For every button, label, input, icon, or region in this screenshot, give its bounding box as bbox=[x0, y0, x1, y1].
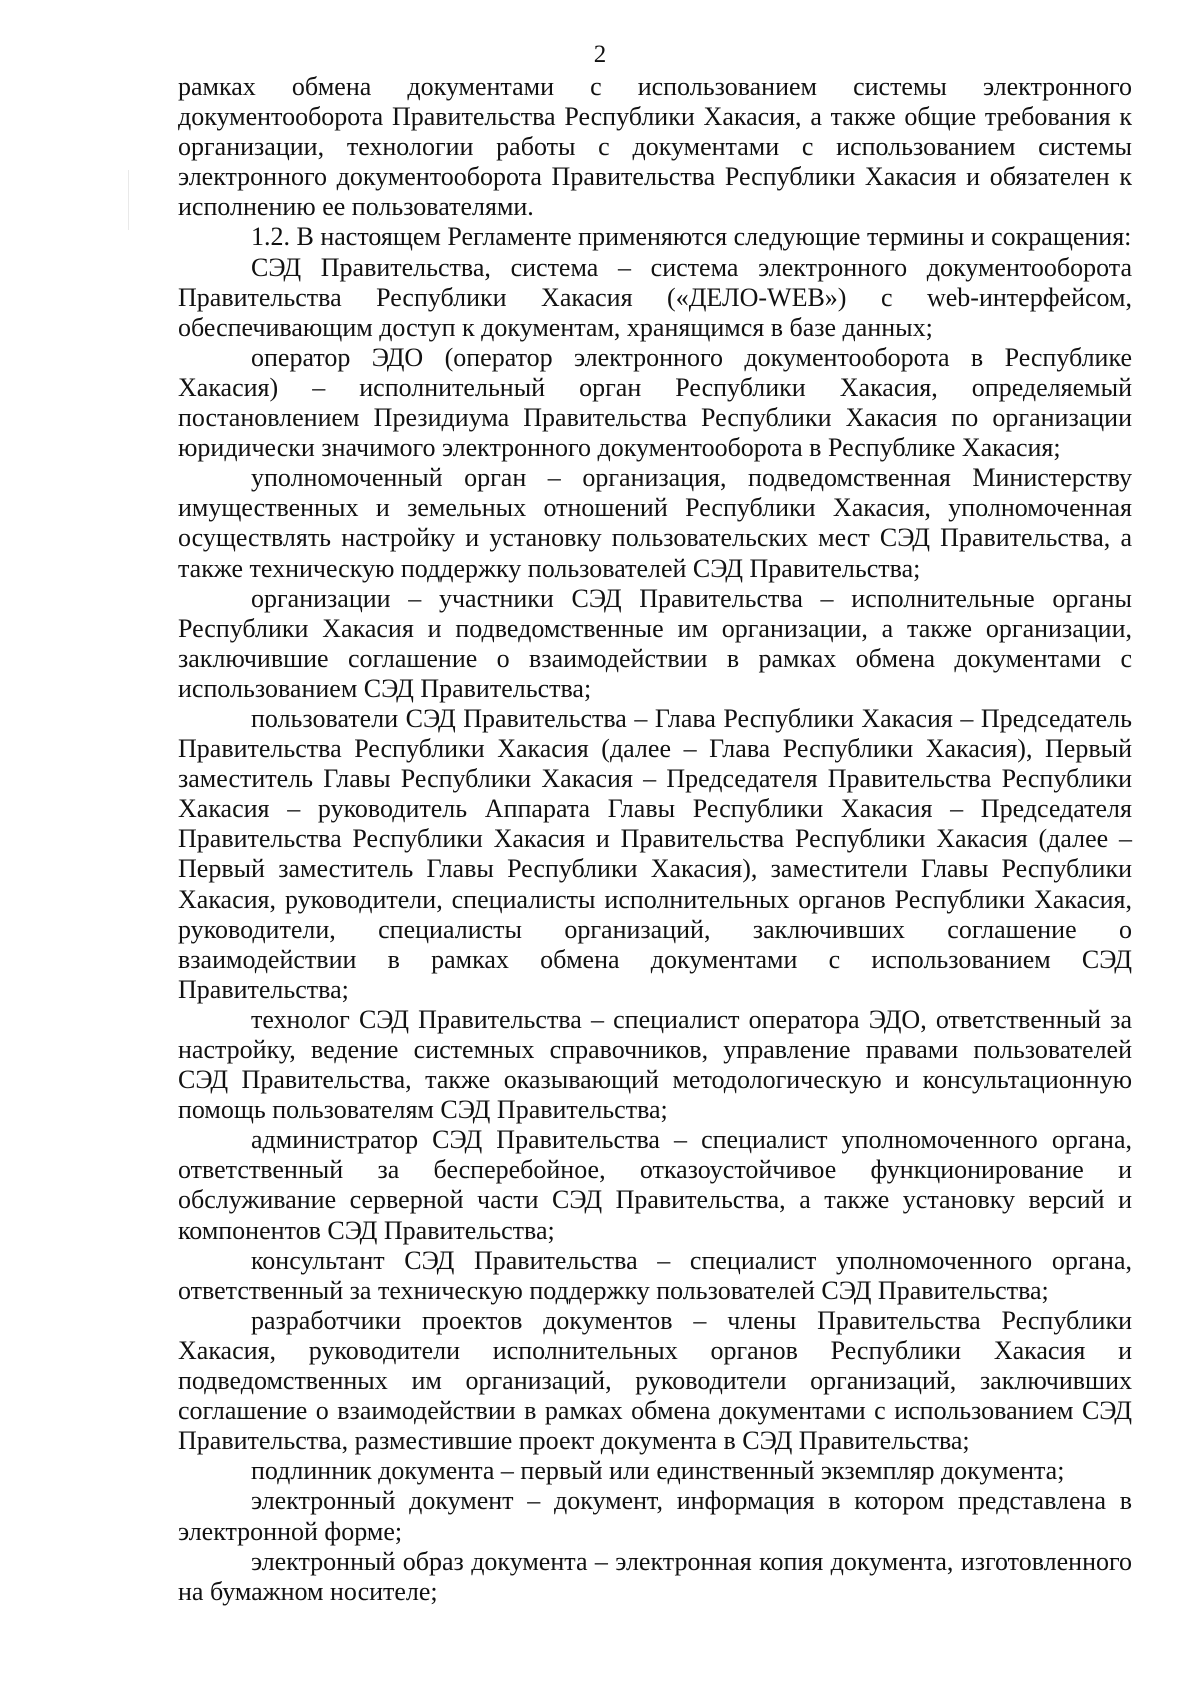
page-number: 2 bbox=[593, 41, 607, 68]
paragraph-term-electronic-document: электронный документ – документ, информация в котором представлена в электронной форме; bbox=[178, 1486, 1132, 1546]
paragraph-continuation: рамках обмена документами с использованием системы электронного документооборота Правительства Республики Хакасия, а также общие требования к организации, технологии работы с документами с использованием системы электронного документооборота Правительства Республики Хакасия и обязателен к исполнению ее пользователями. bbox=[178, 72, 1132, 222]
paragraph-term-administrator: администратор СЭД Правительства – специалист уполномоченного органа, ответственный за бесперебойное, отказоустойчивое функционирование и обслуживание серверной части СЭД Правительства, а также установку версий и компонентов СЭД Правительства; bbox=[178, 1125, 1132, 1245]
paragraph-term-edo-operator: оператор ЭДО (оператор электронного документооборота в Республике Хакасия) – исполнительный орган Республики Хакасия, определяемый постановлением Президиума Правительства Республики Хакасия по организации юридически значимого электронного документооборота в Республике Хакасия; bbox=[178, 342, 1132, 463]
scan-margin-mark bbox=[128, 170, 129, 230]
paragraph-term-users: пользователи СЭД Правительства – Глава Республики Хакасия – Председатель Правительства Республики Хакасия (далее – Глава Республики Хакасия), Первый заместитель Главы Республики Хакасия – Председателя Правительства Республики Хакасия – руководитель Аппарата Главы Республики Хакасия – Председателя Правительства Республики Хакасия и Правительства Республики Хакасия (далее – Первый заместитель Главы Республики Хакасия), заместители Главы Республики Хакасия, руководители, специалисты исполнительных органов Республики Хакасия, руководители, специалисты организаций, заключивших соглашение о взаимодействии в рамках обмена документами с использованием СЭД Правительства; bbox=[178, 703, 1132, 1004]
paragraph-term-draft-developers: разработчики проектов документов – члены Правительства Республики Хакасия, руководители исполнительных органов Республики Хакасия и подведомственных им организаций, руководители организаций, заключивших соглашение о взаимодействии в рамках обмена документами с использованием СЭД Правительства, разместившие проект документа в СЭД Правительства; bbox=[178, 1305, 1132, 1456]
paragraph-term-consultant: консультант СЭД Правительства – специалист уполномоченного органа, ответственный за техническую поддержку пользователей СЭД Правительства; bbox=[178, 1245, 1132, 1305]
paragraph-term-participant-organizations: организации – участники СЭД Правительства – исполнительные органы Республики Хакасия и подведомственные им организации, а также организации, заключившие соглашение о взаимодействии в рамках обмена документами с использованием СЭД Правительства; bbox=[178, 583, 1132, 703]
paragraph-term-original-document: подлинник документа – первый или единственный экземпляр документа; bbox=[251, 1456, 1065, 1486]
paragraph-term-electronic-image: электронный образ документа – электронная копия документа, изготовленного на бумажном носителе; bbox=[178, 1546, 1132, 1606]
paragraph-term-technologist: технолог СЭД Правительства – специалист оператора ЭДО, ответственный за настройку, ведение системных справочников, управление правами пользователей СЭД Правительства, также оказывающий методологическую и консультационную помощь пользователям СЭД Правительства; bbox=[178, 1004, 1132, 1125]
paragraph-terms-intro: 1.2. В настоящем Регламенте применяются следующие термины и сокращения: bbox=[251, 222, 1132, 252]
paragraph-term-authorized-body: уполномоченный орган – организация, подведомственная Министерству имущественных и земельных отношений Республики Хакасия, уполномоченная осуществлять настройку и установку пользовательских мест СЭД Правительства, а также техническую поддержку пользователей СЭД Правительства; bbox=[178, 463, 1132, 583]
document-body bbox=[178, 72, 1132, 1607]
paragraph-term-sed: СЭД Правительства, система – система электронного документооборота Правительства Республики Хакасия («ДЕЛО-WEB») с web-интерфейсом, обеспечивающим доступ к документам, хранящимся в базе данных; bbox=[178, 252, 1132, 342]
